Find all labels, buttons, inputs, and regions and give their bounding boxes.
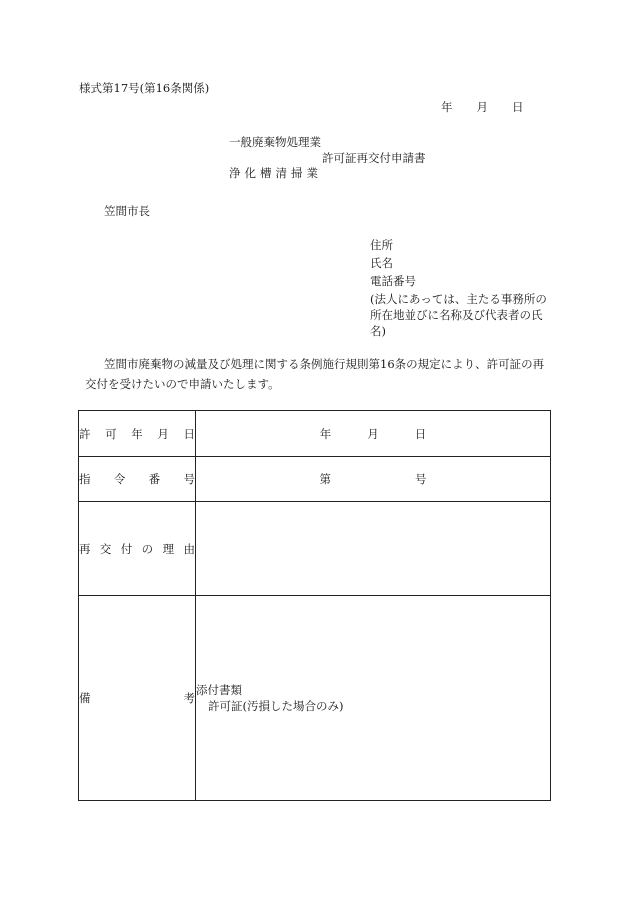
- table-row-reissue-reason: [79, 502, 551, 596]
- order-number-label: [79, 457, 196, 502]
- permit-month-label: 月: [367, 426, 379, 441]
- remarks-label: [79, 596, 196, 801]
- date-year-label: 年: [441, 100, 453, 114]
- table-row-remarks: [79, 596, 551, 801]
- remarks-field[interactable]: [196, 596, 551, 801]
- label-char: 指: [79, 472, 91, 486]
- label-char: 備: [79, 691, 91, 705]
- addressee: 笠間市長: [104, 204, 150, 218]
- title-line-septic-business: 浄化槽清掃業: [229, 166, 322, 180]
- address-label: 住所: [370, 238, 393, 252]
- label-char: 再: [79, 541, 91, 556]
- label-char: 交: [99, 541, 112, 556]
- title-line-waste-business: 一般廃棄物処理業: [229, 135, 321, 149]
- label-char: 号: [183, 472, 195, 486]
- permit-date-label: [79, 411, 196, 457]
- applicant-block: [370, 237, 560, 341]
- order-prefix: 第: [319, 472, 331, 486]
- permit-year-label: 年: [319, 426, 332, 441]
- order-suffix: 号: [415, 472, 427, 486]
- phone-label: 電話番号: [370, 274, 416, 288]
- label-char: 許: [79, 426, 91, 441]
- label-char: 考: [183, 691, 195, 705]
- permit-day-label: 日: [414, 426, 427, 441]
- label-char: 令: [113, 472, 126, 486]
- submission-date: [441, 99, 524, 115]
- application-table: [78, 410, 551, 801]
- corporate-note: (法人にあっては、主たる事務所の所在地並びに名称及び代表者の氏名): [370, 292, 547, 338]
- label-char: 理: [162, 541, 175, 556]
- table-row-permit-date: [79, 411, 551, 457]
- label-char: 番: [148, 472, 161, 486]
- attachments-heading: 添付書類: [196, 683, 242, 697]
- reissue-reason-label: [79, 502, 196, 596]
- label-char: 付: [120, 541, 133, 556]
- label-char: 由: [183, 541, 195, 556]
- application-statement: 笠間市廃棄物の減量及び処理に関する条例施行規則第16条の規定により、許可証の再交付を受けたいので申請いたします。: [85, 357, 545, 391]
- label-char: 年: [131, 426, 143, 441]
- name-label: 氏名: [370, 256, 393, 270]
- order-number-field[interactable]: [196, 457, 551, 502]
- form-number: 様式第17号(第16条関係): [79, 81, 210, 95]
- label-char: 月: [157, 426, 169, 441]
- label-char: 日: [183, 426, 195, 441]
- title-line-application: 許可証再交付申請書: [322, 151, 426, 165]
- permit-date-field[interactable]: [196, 411, 551, 457]
- label-char: の: [141, 541, 154, 556]
- reissue-reason-field[interactable]: [196, 502, 551, 596]
- date-month-label: 月: [476, 100, 488, 114]
- table-row-order-number: [79, 457, 551, 502]
- label-char: 可: [105, 426, 117, 441]
- attachment-item: 許可証(汚損した場合のみ): [208, 699, 344, 713]
- date-day-label: 日: [512, 100, 524, 114]
